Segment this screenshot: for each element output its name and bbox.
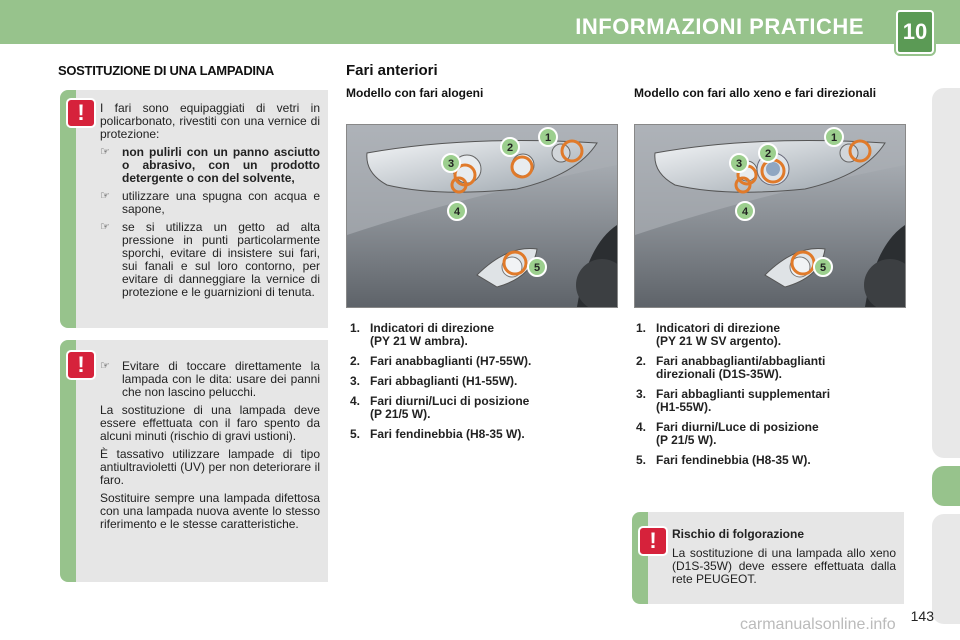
- item-number: 2.: [636, 354, 647, 368]
- item-line: Indicatori di direzione: [656, 321, 781, 335]
- list-item: [636, 355, 886, 381]
- warning-box-electrocution: [632, 512, 904, 604]
- item-number: 4.: [636, 420, 647, 434]
- item-number: 1.: [350, 321, 361, 335]
- item-text: [656, 388, 886, 414]
- item-line: (P 21/5 W).: [656, 433, 717, 447]
- list-item: [350, 395, 600, 421]
- warning-box-text: [100, 360, 320, 536]
- item-line: Fari fendinebbia (H8-35 W).: [656, 453, 811, 467]
- item-text: [656, 421, 886, 447]
- section-title: SOSTITUZIONE DI UNA LAMPADINA: [58, 63, 274, 78]
- item-line: Fari fendinebbia (H8-35 W).: [370, 427, 525, 441]
- callout-marker: [814, 258, 832, 276]
- list-item: [636, 388, 886, 414]
- item-text: [656, 322, 886, 348]
- callout-number: 4: [453, 206, 461, 218]
- item-line: Indicatori di direzione: [370, 321, 495, 335]
- callout-number: 5: [819, 262, 827, 274]
- paragraph: La sostituzione di una lampada allo xeno (D1S-35W) deve essere effettuata dalla rete PEUGEOT.: [672, 546, 896, 586]
- item-number: 5.: [636, 453, 647, 467]
- side-index-tab[interactable]: [932, 88, 960, 458]
- item-line: (PY 21 W SV argento).: [656, 334, 782, 348]
- chapter-number-tab[interactable]: 10: [896, 10, 934, 54]
- headlamp-photo-xenon: [634, 124, 906, 308]
- bullet-text: utilizzare una spugna con acqua e sapone,: [122, 189, 320, 216]
- item-line: Fari abbaglianti (H1-55W).: [370, 374, 518, 388]
- warning-title: Rischio di folgorazione: [672, 527, 805, 541]
- callout-marker: [736, 202, 754, 220]
- bullet-text: Evitare di toccare direttamente la lampada con le dita: usare dei panni che non lascino pelucchi.: [122, 359, 320, 399]
- callout-number: 1: [830, 132, 838, 144]
- item-text: [656, 355, 886, 381]
- side-index-tab-active[interactable]: [932, 466, 960, 506]
- paragraph: La sostituzione di una lampada deve essere effettuata con il faro spento da alcuni minuti (rischio di gravi ustioni).: [100, 403, 320, 443]
- warning-box-headlamp-care: [60, 90, 328, 328]
- item-line: (P 21/5 W).: [370, 407, 431, 421]
- item-line: (H1-55W).: [656, 400, 712, 414]
- page-title: INFORMAZIONI PRATICHE: [575, 14, 864, 39]
- list-item: [100, 146, 320, 185]
- item-text: [656, 454, 886, 467]
- list-item: [636, 421, 886, 447]
- list-item: [350, 428, 600, 441]
- bullet-hand-icon: ☞: [100, 190, 110, 202]
- car-front-illustration: [635, 125, 905, 307]
- item-number: 2.: [350, 354, 361, 368]
- paragraph: È tassativo utilizzare lampade di tipo antiultravioletti (UV) per non deteriorare il faro.: [100, 447, 320, 487]
- watermark-text: carmanualsonline.info: [740, 616, 896, 633]
- item-line: Fari anabbaglianti/abbaglianti: [656, 354, 826, 368]
- paragraph: Sostituire sempre una lampada difettosa con una lampada nuova avente lo stesso riferimento e le stesse caratteristiche.: [100, 491, 320, 531]
- warning-box-text: [672, 528, 896, 591]
- callout-marker: [528, 258, 546, 276]
- bulb-list-xenon: [636, 322, 886, 474]
- list-item: [100, 360, 320, 399]
- item-text: [370, 428, 600, 441]
- callout-number: 2: [506, 142, 514, 154]
- list-item: [350, 322, 600, 348]
- callout-number: 3: [447, 158, 455, 170]
- item-line: Fari anabbaglianti (H7-55W).: [370, 354, 532, 368]
- item-text: [370, 395, 600, 421]
- model-label-halogen: Modello con fari alogeni: [346, 86, 484, 100]
- list-item: [350, 375, 600, 388]
- item-number: 5.: [350, 427, 361, 441]
- model-label-xenon: Modello con fari allo xeno e fari direzionali: [634, 86, 877, 100]
- callout-marker: [442, 154, 460, 172]
- item-number: 1.: [636, 321, 647, 335]
- list-item: [350, 355, 600, 368]
- intro-text: I fari sono equipaggiati di vetri in policarbonato, rivestiti con una vernice di protezione:: [100, 101, 320, 141]
- callout-number: 1: [544, 132, 552, 144]
- headlamp-photo-halogen: [346, 124, 618, 308]
- list-item: [100, 221, 320, 299]
- item-line: Fari diurni/Luce di posizione: [656, 420, 819, 434]
- list-item: [100, 190, 320, 216]
- item-text: [370, 322, 600, 348]
- callout-marker: [539, 128, 557, 146]
- item-number: 4.: [350, 394, 361, 408]
- item-number: 3.: [636, 387, 647, 401]
- callout-number: 5: [533, 262, 541, 274]
- bullet-text: non pulirli con un panno asciutto o abrasivo, con un prodotto detergente o con del solvente,: [122, 145, 320, 185]
- callout-marker: [759, 144, 777, 162]
- side-index-tab[interactable]: [932, 514, 960, 624]
- callout-marker: [501, 138, 519, 156]
- warning-icon: !: [66, 98, 96, 128]
- item-number: 3.: [350, 374, 361, 388]
- callout-marker: [730, 154, 748, 172]
- warning-box-lamp-replacement: [60, 340, 328, 582]
- callout-number: 4: [741, 206, 749, 218]
- page-number: 143: [910, 608, 934, 624]
- bullet-hand-icon: ☞: [100, 360, 110, 372]
- warning-icon: !: [638, 526, 668, 556]
- callout-number: 2: [764, 148, 772, 160]
- bulb-list-halogen: [350, 322, 600, 448]
- item-text: [370, 355, 600, 368]
- item-text: [370, 375, 600, 388]
- item-line: direzionali (D1S-35W).: [656, 367, 783, 381]
- item-line: Fari diurni/Luci di posizione: [370, 394, 530, 408]
- callout-number: 3: [735, 158, 743, 170]
- bullet-hand-icon: ☞: [100, 146, 110, 158]
- warning-icon: !: [66, 350, 96, 380]
- item-line: Fari abbaglianti supplementari: [656, 387, 831, 401]
- callout-marker: [825, 128, 843, 146]
- bullet-hand-icon: ☞: [100, 221, 110, 233]
- subsection-title: Fari anteriori: [346, 62, 438, 79]
- bullet-text: se si utilizza un getto ad alta pressione in punti particolarmente sporchi, evitare di insistere sui fari, sui fanali e sul loro contorno, per evitare di danneggiare la vernice di protezione e le guarnizioni di tenuta.: [122, 220, 320, 299]
- warning-box-text: [100, 102, 320, 304]
- list-item: [636, 322, 886, 348]
- list-item: [636, 454, 886, 467]
- car-front-illustration: [347, 125, 617, 307]
- item-line: (PY 21 W ambra).: [370, 334, 468, 348]
- callout-marker: [448, 202, 466, 220]
